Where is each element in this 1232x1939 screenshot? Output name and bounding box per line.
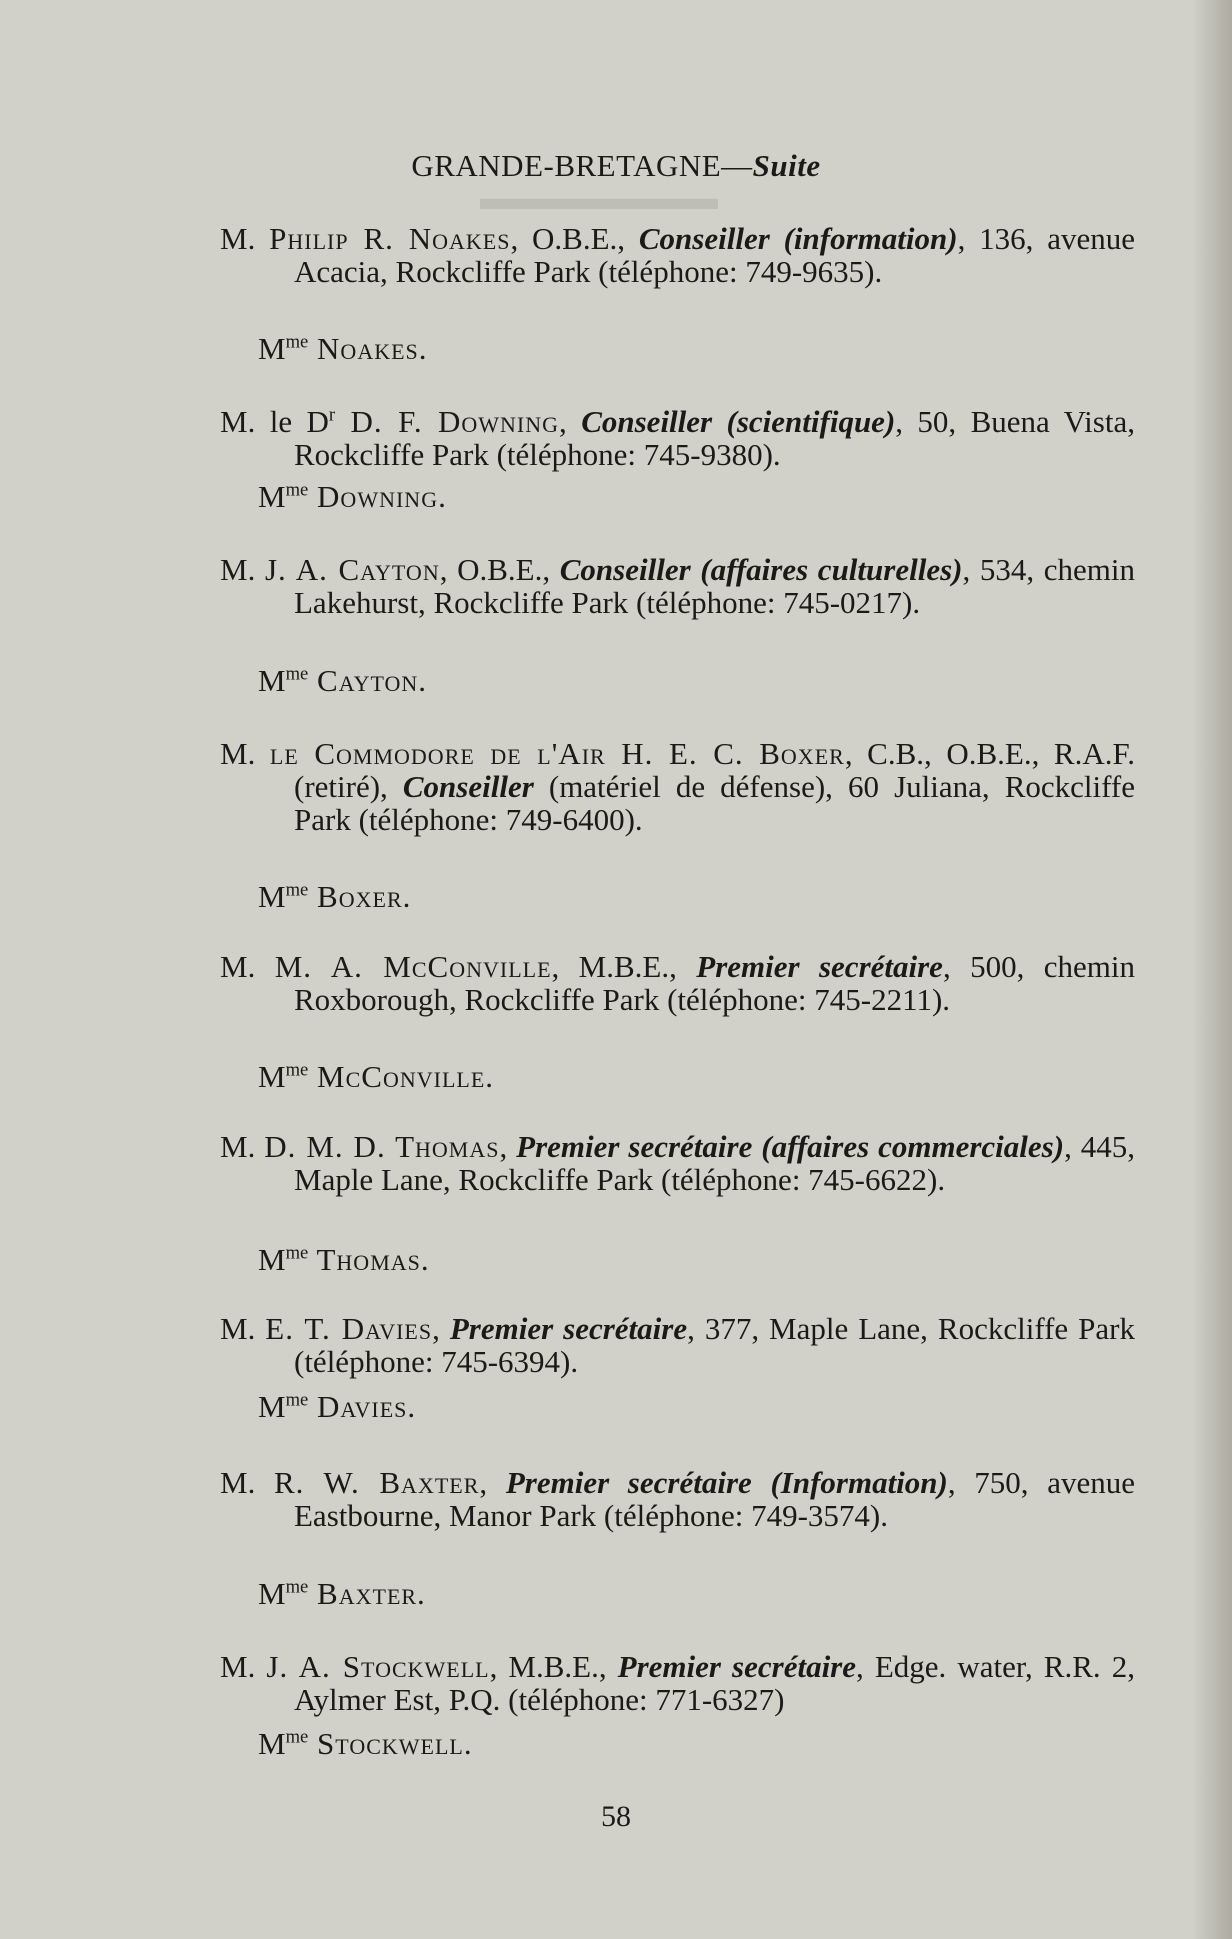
heading-title: GRANDE-BRETAGNE— [411, 148, 753, 183]
spouse-line [258, 1243, 430, 1276]
entry-prefix: M. le D [220, 404, 329, 439]
entry-name: M. A. McConville [274, 949, 552, 984]
spouse-prefix: M [258, 479, 286, 514]
spouse-name: Noakes. [308, 331, 428, 366]
spouse-line [258, 1577, 426, 1610]
spouse-sup: me [285, 1242, 309, 1264]
entry-honours: , [499, 1129, 517, 1164]
spouse-name: Davies. [308, 1389, 417, 1424]
entry-address: , 750, avenue Eastbourne, Manor Park (téléphone: 749-3574). [294, 1465, 1136, 1533]
spouse-name: Cayton. [308, 663, 428, 698]
directory-entry [220, 1130, 1135, 1196]
entry-title: Premier secrétaire (affaires commerciales) [516, 1129, 1065, 1164]
entry-address: , 136, avenue Acacia, Rockcliffe Park (téléphone: 749-9635). [294, 221, 1136, 289]
spouse-name: Stockwell. [308, 1726, 473, 1761]
entry-address: , 445, Maple Lane, Rockcliffe Park (téléphone: 745-6622). [294, 1129, 1135, 1197]
spouse-sup: me [285, 663, 309, 685]
directory-entry [220, 1466, 1135, 1532]
entry-title: Conseiller [402, 769, 534, 804]
spouse-name: McConville. [308, 1059, 495, 1094]
directory-entry [220, 737, 1135, 836]
spouse-sup: me [285, 1059, 309, 1081]
entry-honours: , [559, 404, 582, 439]
entry-name: J. A. Cayton [264, 552, 440, 587]
spouse-prefix: M [258, 1389, 286, 1424]
entry-honours: , C.B., O.B.E., R.A.F. (retiré), [294, 736, 1135, 804]
directory-entry [220, 222, 1135, 288]
entry-title: Premier secrétaire [449, 1311, 688, 1346]
spouse-sup: me [285, 1576, 309, 1598]
spouse-name: Boxer. [308, 879, 412, 914]
spouse-line [258, 880, 411, 913]
spouse-name: Thomas. [308, 1242, 430, 1277]
spouse-prefix: M [258, 879, 286, 914]
spouse-prefix: M [258, 1059, 286, 1094]
entry-name: le Commodore de l'Air H. E. C. Boxer [269, 736, 845, 771]
entry-prefix: M. [220, 552, 265, 587]
entry-name: Philip R. Noakes [269, 221, 511, 256]
entry-address: (matériel de défense), 60 Juliana, Rockcliffe Park (téléphone: 749-6400). [294, 769, 1135, 837]
entry-honours: , O.B.E., [510, 221, 639, 256]
entry-name: E. T. Davies [265, 1311, 433, 1346]
spouse-name: Baxter. [308, 1576, 426, 1611]
page-heading [0, 148, 1232, 184]
entry-prefix: M. [220, 949, 275, 984]
spouse-line [258, 480, 447, 513]
directory-entry [220, 950, 1135, 1016]
page-edge-shadow [1192, 0, 1232, 1939]
spouse-name: Downing. [308, 479, 447, 514]
spouse-prefix: M [258, 1242, 286, 1277]
entry-title: Premier secrétaire [696, 949, 943, 984]
entry-honours: , [432, 1311, 450, 1346]
directory-entry [220, 1650, 1135, 1716]
entry-honours: , M.B.E., [551, 949, 697, 984]
spouse-sup: me [285, 1389, 309, 1411]
spouse-prefix: M [258, 663, 286, 698]
spouse-line [258, 1060, 494, 1093]
entry-name: D. M. D. Thomas [264, 1129, 500, 1164]
spouse-sup: me [285, 479, 309, 501]
entry-prefix: M. [220, 1465, 274, 1500]
spouse-sup: me [285, 879, 309, 901]
entry-address: , Edge. water, R.R. 2, Aylmer Est, P.Q. (téléphone: 771-6327) [294, 1649, 1135, 1717]
spouse-prefix: M [258, 1726, 286, 1761]
heading-suite: Suite [752, 148, 821, 183]
spouse-prefix: M [258, 1576, 286, 1611]
directory-entry [220, 405, 1135, 471]
entry-title: Premier secrétaire [617, 1649, 857, 1684]
entry-honours: , O.B.E., [439, 552, 560, 587]
entry-prefix: M. [220, 221, 270, 256]
spouse-line [258, 1390, 416, 1423]
entry-name: R. W. Baxter [274, 1465, 480, 1500]
spouse-line [258, 1727, 473, 1760]
spouse-line [258, 664, 427, 697]
entry-address: , 500, chemin Roxborough, Rockcliffe Park (téléphone: 745-2211). [294, 949, 1135, 1017]
entry-prefix: M. [220, 1129, 265, 1164]
entry-prefix: M. [220, 736, 270, 771]
entry-title: Premier secrétaire (Information) [505, 1465, 948, 1500]
entry-prefix-sup: r [328, 404, 336, 426]
entry-address: , 534, chemin Lakehurst, Rockcliffe Park (téléphone: 745-0217). [294, 552, 1135, 620]
entry-prefix: M. [220, 1311, 266, 1346]
spouse-prefix: M [258, 331, 286, 366]
entry-title: Conseiller (scientifique) [581, 404, 896, 439]
directory-entry [220, 1312, 1135, 1378]
entry-honours: , [479, 1465, 506, 1500]
spouse-sup: me [285, 331, 309, 353]
entry-title: Conseiller (information) [638, 221, 958, 256]
directory-entry [220, 553, 1135, 619]
entry-prefix: M. [220, 1649, 267, 1684]
entry-address: , 377, Maple Lane, Rockcliffe Park (téléphone: 745-6394). [294, 1311, 1135, 1379]
entry-name: D. F. Downing [335, 404, 560, 439]
page-number: 58 [601, 1800, 631, 1833]
spouse-sup: me [285, 1726, 309, 1748]
entry-address: , 50, Buena Vista, Rockcliffe Park (téléphone: 745-9380). [294, 404, 1135, 472]
entry-name: J. A. Stockwell [266, 1649, 490, 1684]
spouse-line [258, 332, 428, 365]
entry-title: Conseiller (affaires culturelles) [559, 552, 963, 587]
entry-honours: , M.B.E., [489, 1649, 618, 1684]
